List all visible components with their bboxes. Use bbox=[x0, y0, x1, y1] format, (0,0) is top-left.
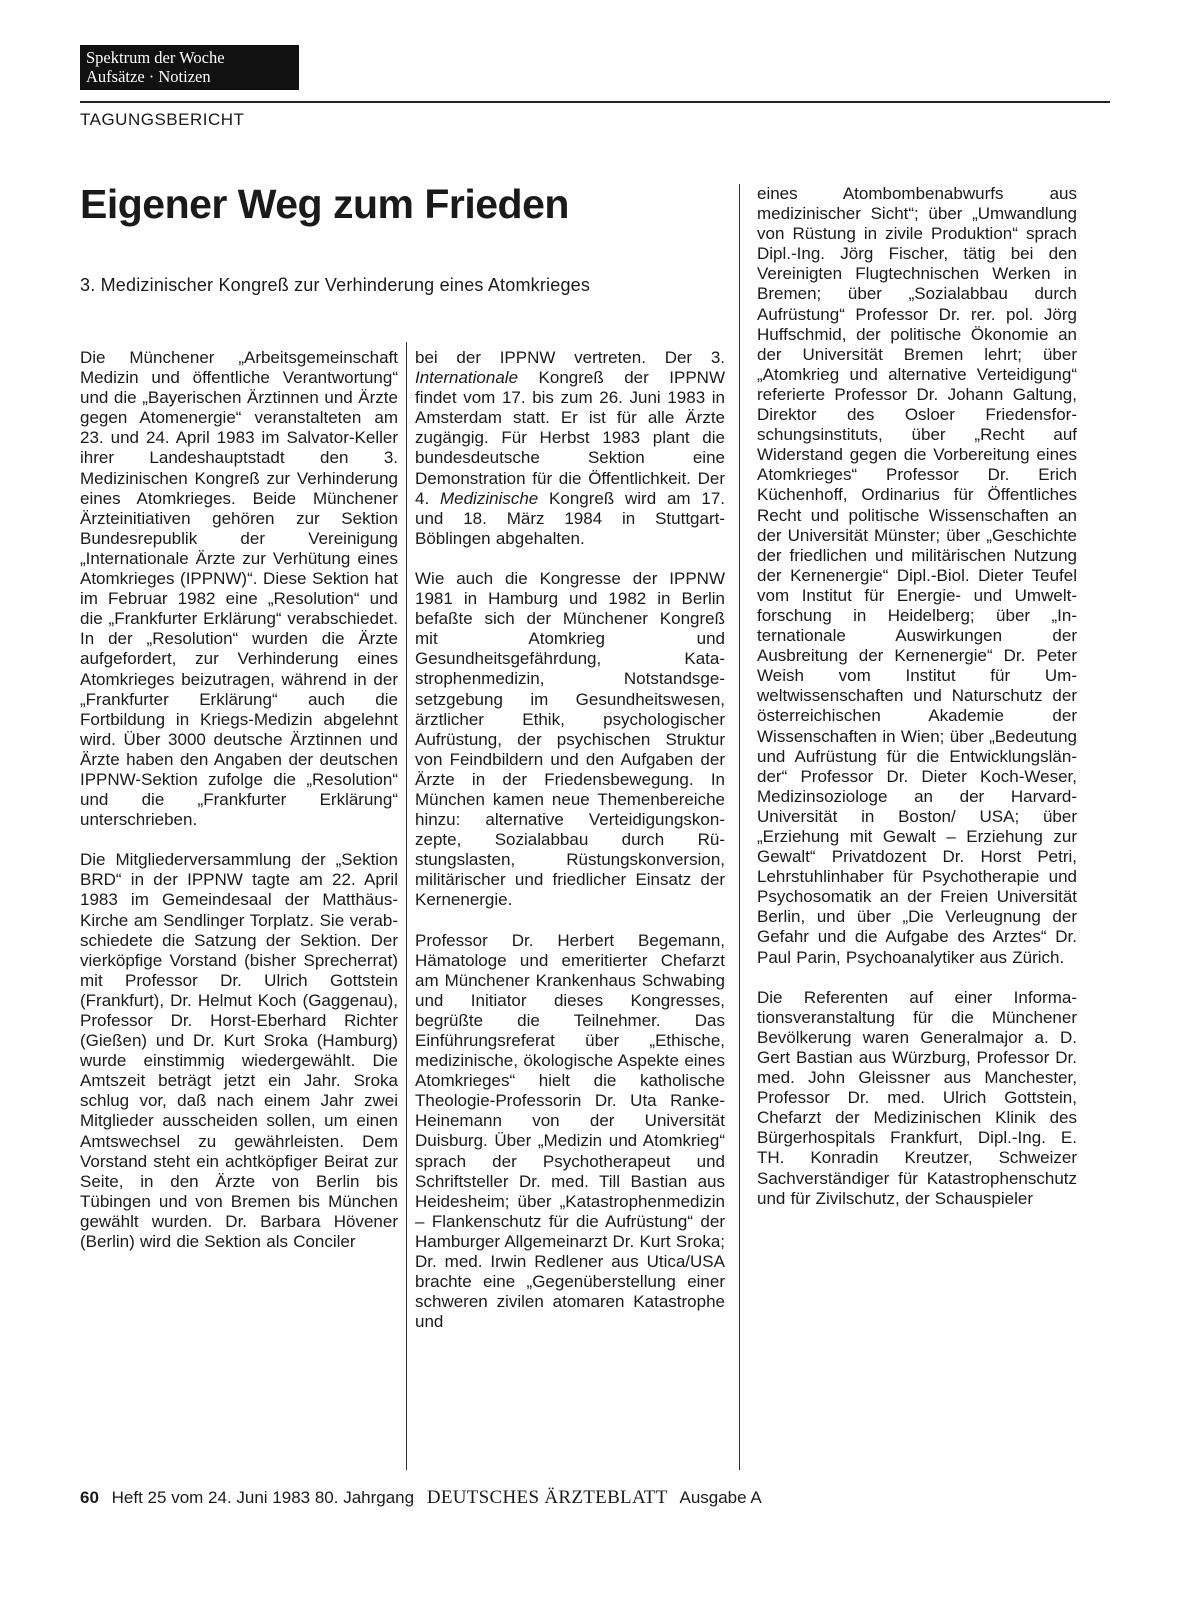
paragraph: Wie auch die Kongresse der IPPNW 1981 in Hamburg und 1982 in Berlin befaßte sich der Münchener Kongreß mit Atomkrieg und Gesundheitsgefährdung, Katastrophenmedizin, Notstandsgesetzgebung im Gesundheitswesen, ärztlicher Ethik, psychologischer Aufrüstung, der psychischen Struktur von Feindbildern und den Aufgaben der Ärzte in der Friedensbewegung. In München kamen neue Themenbereiche hinzu: alternative Verteidigungskonzepte, Sozialabbau durch Rüstungslasten, Rüstungskonversion, militärischer und friedlicher Einsatz der Kernenergie. bbox=[415, 568, 725, 910]
article-subtitle: 3. Medizinischer Kongreß zur Verhinderung eines Atomkrieges bbox=[80, 275, 591, 295]
column-divider-2 bbox=[739, 184, 740, 1470]
section-header-line-1: Spektrum der Woche bbox=[86, 48, 225, 67]
section-header-line-2: Aufsätze · Notizen bbox=[86, 67, 211, 86]
edition-label: Ausgabe A bbox=[679, 1488, 762, 1507]
italic-text: Internationale bbox=[415, 368, 519, 388]
paragraph: Die Mitgliederversammlung der „Sektion BRD“ in der IPPNW tagte am 22. April 1983 im Gemeindesaal der Matthäus-Kirche am Sendlinger Torplatz. Sie verabschiedete die Satzung der Sektion. Der vierköpfige Vorstand (bisher Sprecherrat) mit Professor Dr. Ulrich Gottstein (Frankfurt), Dr. Helmut Koch (Gaggenau), Professor Dr. Horst-Eberhard Richter (Gießen) und Dr. Kurt Sroka (Hamburg) wurde einstimmig wiedergewählt. Die Amtszeit beträgt jetzt ein Jahr. Sroka schlug vor, daß nach einem Jahr zwei Mitglieder ausscheiden sollen, um einen Amtswechsel zu gewährleisten. Dem Vorstand steht ein achtköpfiger Beirat zur Seite, in den Ärzte von Berlin bis Tübingen und von Bremen bis München gewählt wurden. Dr. Barbara Hövener (Berlin) wird die Sektion als Conciler bbox=[80, 850, 398, 1252]
header-rule bbox=[80, 101, 1110, 103]
page-footer bbox=[80, 1487, 762, 1509]
italic-text: Medizinische bbox=[439, 488, 539, 508]
paragraph: Professor Dr. Herbert Begemann, Hämatologe und emeritierter Chefarzt am Münchener Krankenhaus Schwabing und Initiator dieses Kongresses, begrüßte die Teilnehmer. Das Einführungsreferat über „Ethische, medizinische, ökologische Aspekte eines Atomkrieges“ hielt die katholische Theologie-Professorin Dr. Uta Ranke-Heinemann von der Universität Duisburg. Über „Medizin und Atomkrieg“ sprach der Psychotherapeut und Schriftsteller Dr. med. Till Bastian aus Heidesheim; über „Katastrophenmedizin – Flankenschutz für die Aufrüstung“ der Hamburger Allgemeinarzt Dr. Kurt Sroka; Dr. med. Irwin Redlener aus Utica/USA brachte eine „Gegenüberstellung einer schweren zivilen atomaren Katastrophe und bbox=[415, 930, 726, 1332]
page-number: 60 bbox=[80, 1488, 99, 1507]
section-header-box bbox=[80, 45, 299, 90]
paragraph-text: bei der IPPNW vertreten. Der 3. bbox=[415, 348, 725, 367]
section-label: TAGUNGSBERICHT bbox=[80, 110, 245, 129]
paragraph-text: Kongreß wird am 17. und 18. März 1984 in Stuttgart-Böblingen abgehalten. bbox=[415, 488, 725, 548]
article-title: Eigener Weg zum Frieden bbox=[80, 181, 569, 227]
text-column-1 bbox=[80, 348, 398, 1272]
paragraph: eines Atombombenabwurfs aus medizinischer Sicht“; über „Umwandlung von Rüstung in zivile Produktion“ sprach Dipl.-Ing. Jörg Fischer, tätig bei den Vereinigten Flugtechnischen Werken in Bremen; über „Sozialabbau durch Aufrüstung“ Professor Dr. rer. pol. Jörg Huffschmid, der politische Ökonomie an der Universität Bremen lehrt; über „Atomkrieg und alternative Verteidigung“ referierte Professor Dr. Johann Galtung, Direktor des Osloer Friedensforschungsinstituts, über „Recht auf Widerstand gegen die Vorbereitung eines Atomkrieges“ Professor Dr. Erich Küchenhoff, Ordinarius für Öffentliches Recht und politische Wissenschaften an der Universität Münster; über „Geschichte der friedlichen und militärischen Nutzung der Kernenergie“ Dipl.-Biol. Dieter Teufel vom Institut für Energie- und Umweltforschung in Heidelberg; über „Internationale Auswirkungen der Ausbreitung der Kernenergie“ Dr. Peter Weish vom Institut für Umweltwissenschaften und Naturschutz der österreichischen Akademie der Wissenschaften in Wien; über „Bedeutung und Aufrüstung für die Entwicklungsländer“ Professor Dr. Dieter Koch-Weser, Medizinsoziologe an der Harvard-Universität in Boston/ USA; über „Erziehung mit Gewalt – Erziehung zur Gewalt“ Privatdozent Dr. Horst Petri, Lehrstuhlinhaber für Psychotherapie und Psychosomatik an der Freien Universität Berlin, und über „Die Verleugnung der Gefahr und die Aufgabe des Arztes“ Dr. Paul Parin, Psychoanalytiker aus Zürich. bbox=[757, 184, 1077, 967]
paragraph: Die Münchener „Arbeitsgemeinschaft Medizin und öffentliche Verantwortung“ und die „Bayerischen Ärztinnen und Ärzte gegen Atomenergie“ veranstalteten am 23. und 24. April 1983 im Salvator-Keller ihrer Landeshauptstadt den 3. Medizinischen Kongreß zur Verhinderung eines Atomkrieges. Beide Münchener Ärzteinitiativen gehören zur Sektion Bundesrepublik der Vereinigung „Internationale Ärzte zur Verhütung eines Atomkrieges (IPPNW)“. Diese Sektion hat im Februar 1982 eine „Resolution“ und die „Frankfurter Erklärung“ verabschiedet. In der „Resolution“ wurden die Ärzte aufgefordert, zur Verhinderung eines Atomkrieges beizutragen, während in der „Frankfurter Erklärung“ auch die Fortbildung in Kriegs-Medizin abgelehnt wird. Über 3000 deutsche Ärztinnen und Ärzte haben den Angaben der deutschen IPPNW-Sektion zufolge die „Resolution“ und die „Frankfurter Erklärung“ unterschrieben. bbox=[80, 348, 398, 830]
journal-name: DEUTSCHES ÄRZTEBLATT bbox=[426, 1487, 668, 1508]
issue-info: Heft 25 vom 24. Juni 1983 80. Jahrgang bbox=[111, 1488, 415, 1507]
paragraph-text: Kongreß der IPPNW findet vom 17. bis zum 26. Juni 1983 in Amsterdam statt. Er ist für alle Ärzte zugängig. Für Herbst 1983 plant die bundesdeutsche Sektion eine Demonstration für die Öffentlichkeit. Der 4. bbox=[415, 368, 725, 508]
text-column-3 bbox=[757, 184, 1077, 1229]
paragraph: Die Referenten auf einer Informationsveranstaltung für die Münchener Bevölkerung waren Generalmajor a. D. Gert Bastian aus Würzburg, Professor Dr. med. John Gleissner aus Manchester, Professor Dr. med. Ulrich Gottstein, Chefarzt der Medizinischen Klinik des Bürgerhospitals Frankfurt, Dipl.-Ing. E. TH. Konradin Kreutzer, Schweizer Sachverständiger für Katastrophenschutz und für Zivilschutz, der Schauspieler bbox=[757, 987, 1077, 1208]
paragraph bbox=[415, 348, 725, 549]
column-divider-1 bbox=[406, 342, 407, 1470]
text-column-2 bbox=[415, 348, 725, 1352]
